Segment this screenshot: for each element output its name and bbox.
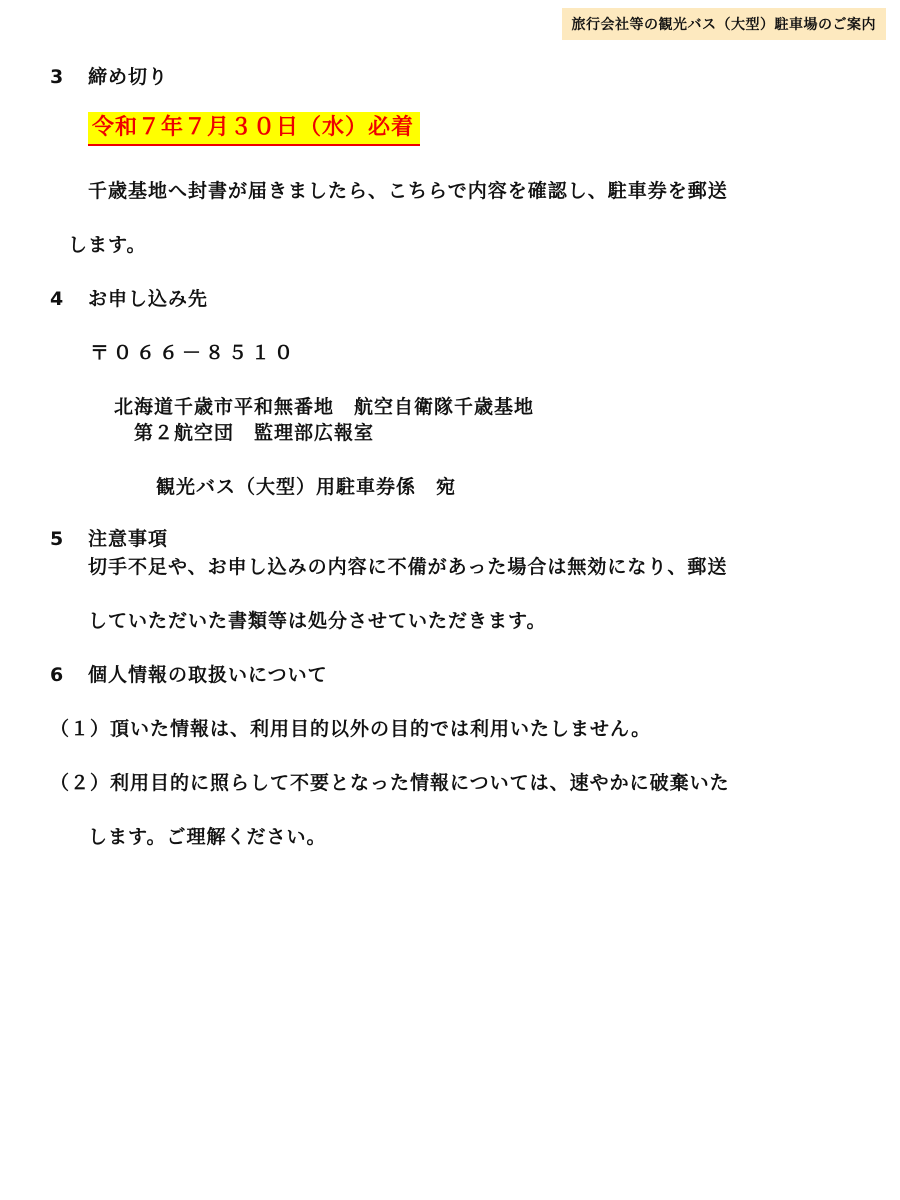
section-6-heading: [50, 660, 328, 687]
deadline-date: 令和７年７月３０日（水）必着: [88, 112, 420, 146]
section-5-body-line1: 切手不足や、お申し込みの内容に不備があった場合は無効になり、郵送: [88, 556, 728, 578]
section-4-heading: [50, 284, 208, 311]
postal-code: 〒０６６－８５１０: [90, 342, 298, 364]
privacy-item-2-line2: します。ご理解ください。: [88, 826, 327, 848]
document-header-title: 旅行会社等の観光バス（大型）駐車場のご案内: [562, 8, 887, 40]
section-4-title: お申し込み先: [88, 288, 209, 310]
address-line-3: 観光バス（大型）用駐車券係 宛: [156, 476, 457, 498]
section-6-title: 個人情報の取扱いについて: [88, 664, 328, 686]
section-3-number: 3: [50, 66, 65, 88]
section-3-body-line2: します。: [68, 234, 147, 256]
section-5-heading: [50, 524, 168, 551]
address-line-1: 北海道千歳市平和無番地 航空自衛隊千歳基地: [114, 396, 535, 418]
section-5-body-line2: していただいた書類等は処分させていただきます。: [88, 610, 547, 632]
section-3-body-line1: 千歳基地へ封書が届きましたら、こちらで内容を確認し、駐車券を郵送: [88, 180, 728, 202]
privacy-item-2-line1: （２）利用目的に照らして不要となった情報については、速やかに破棄いた: [50, 772, 730, 794]
section-3-title: 締め切り: [88, 66, 169, 88]
section-6-number: 6: [50, 664, 65, 686]
privacy-item-1: （１）頂いた情報は、利用目的以外の目的では利用いたしません。: [50, 718, 652, 740]
section-3-heading: [50, 62, 168, 89]
section-4-number: 4: [50, 288, 65, 310]
address-line-2: 第２航空団 監理部広報室: [134, 422, 375, 444]
section-5-number: 5: [50, 528, 65, 550]
section-5-title: 注意事項: [88, 528, 169, 550]
